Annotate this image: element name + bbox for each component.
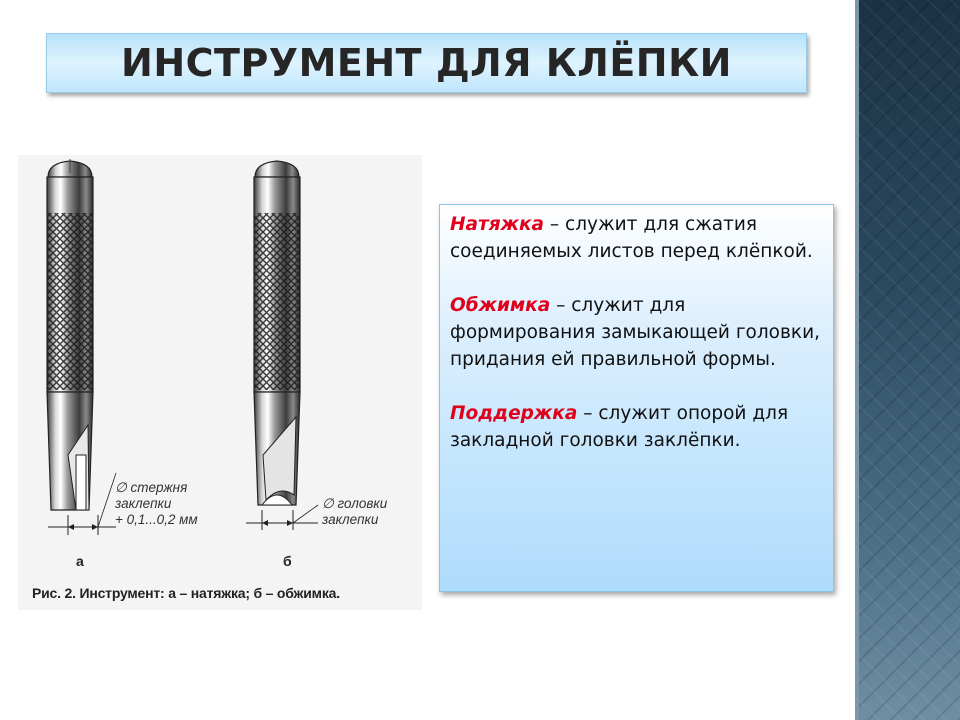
description-box — [439, 204, 834, 592]
definition-obzhimka: – служит для формирования замыкающей головки, придания ей правильной формы. — [450, 295, 820, 370]
label-b-line2: заклепки — [322, 512, 379, 527]
letter-b: б — [283, 553, 292, 569]
tool-a-natyazhka — [47, 159, 116, 535]
definition-natyazhka: – служит для сжатия соединяемых листов перед клёпкой. — [450, 214, 813, 262]
label-a-line3: + 0,1...0,2 мм — [115, 512, 198, 527]
definition-podderzhka: – служит опорой для закладной головки заклёпки. — [450, 403, 789, 451]
side-panel-edge — [855, 0, 859, 720]
description-text — [450, 211, 822, 481]
tool-illustration — [18, 155, 422, 610]
term-obzhimka: Обжимка — [450, 295, 551, 316]
term-natyazhka: Натяжка — [450, 214, 545, 235]
term-podderzhka: Поддержка — [450, 403, 578, 424]
figure-caption: Рис. 2. Инструмент: а – натяжка; б – обжимка. — [32, 585, 340, 601]
title-banner — [46, 33, 807, 93]
description-item-obzhimka — [450, 292, 822, 373]
label-b-line1: ∅ головки — [322, 496, 388, 511]
label-a-line1: ∅ стержня — [115, 480, 188, 495]
description-item-podderzhka — [450, 400, 822, 454]
label-a-line2: заклепки — [115, 496, 172, 511]
tool-figure — [18, 155, 422, 610]
tool-b-obzhimka — [246, 161, 318, 530]
letter-a: а — [76, 553, 84, 569]
description-item-natyazhka — [450, 211, 822, 265]
slide-title: ИНСТРУМЕНТ ДЛЯ КЛЁПКИ — [121, 41, 732, 85]
decorative-side-panel — [855, 0, 960, 720]
